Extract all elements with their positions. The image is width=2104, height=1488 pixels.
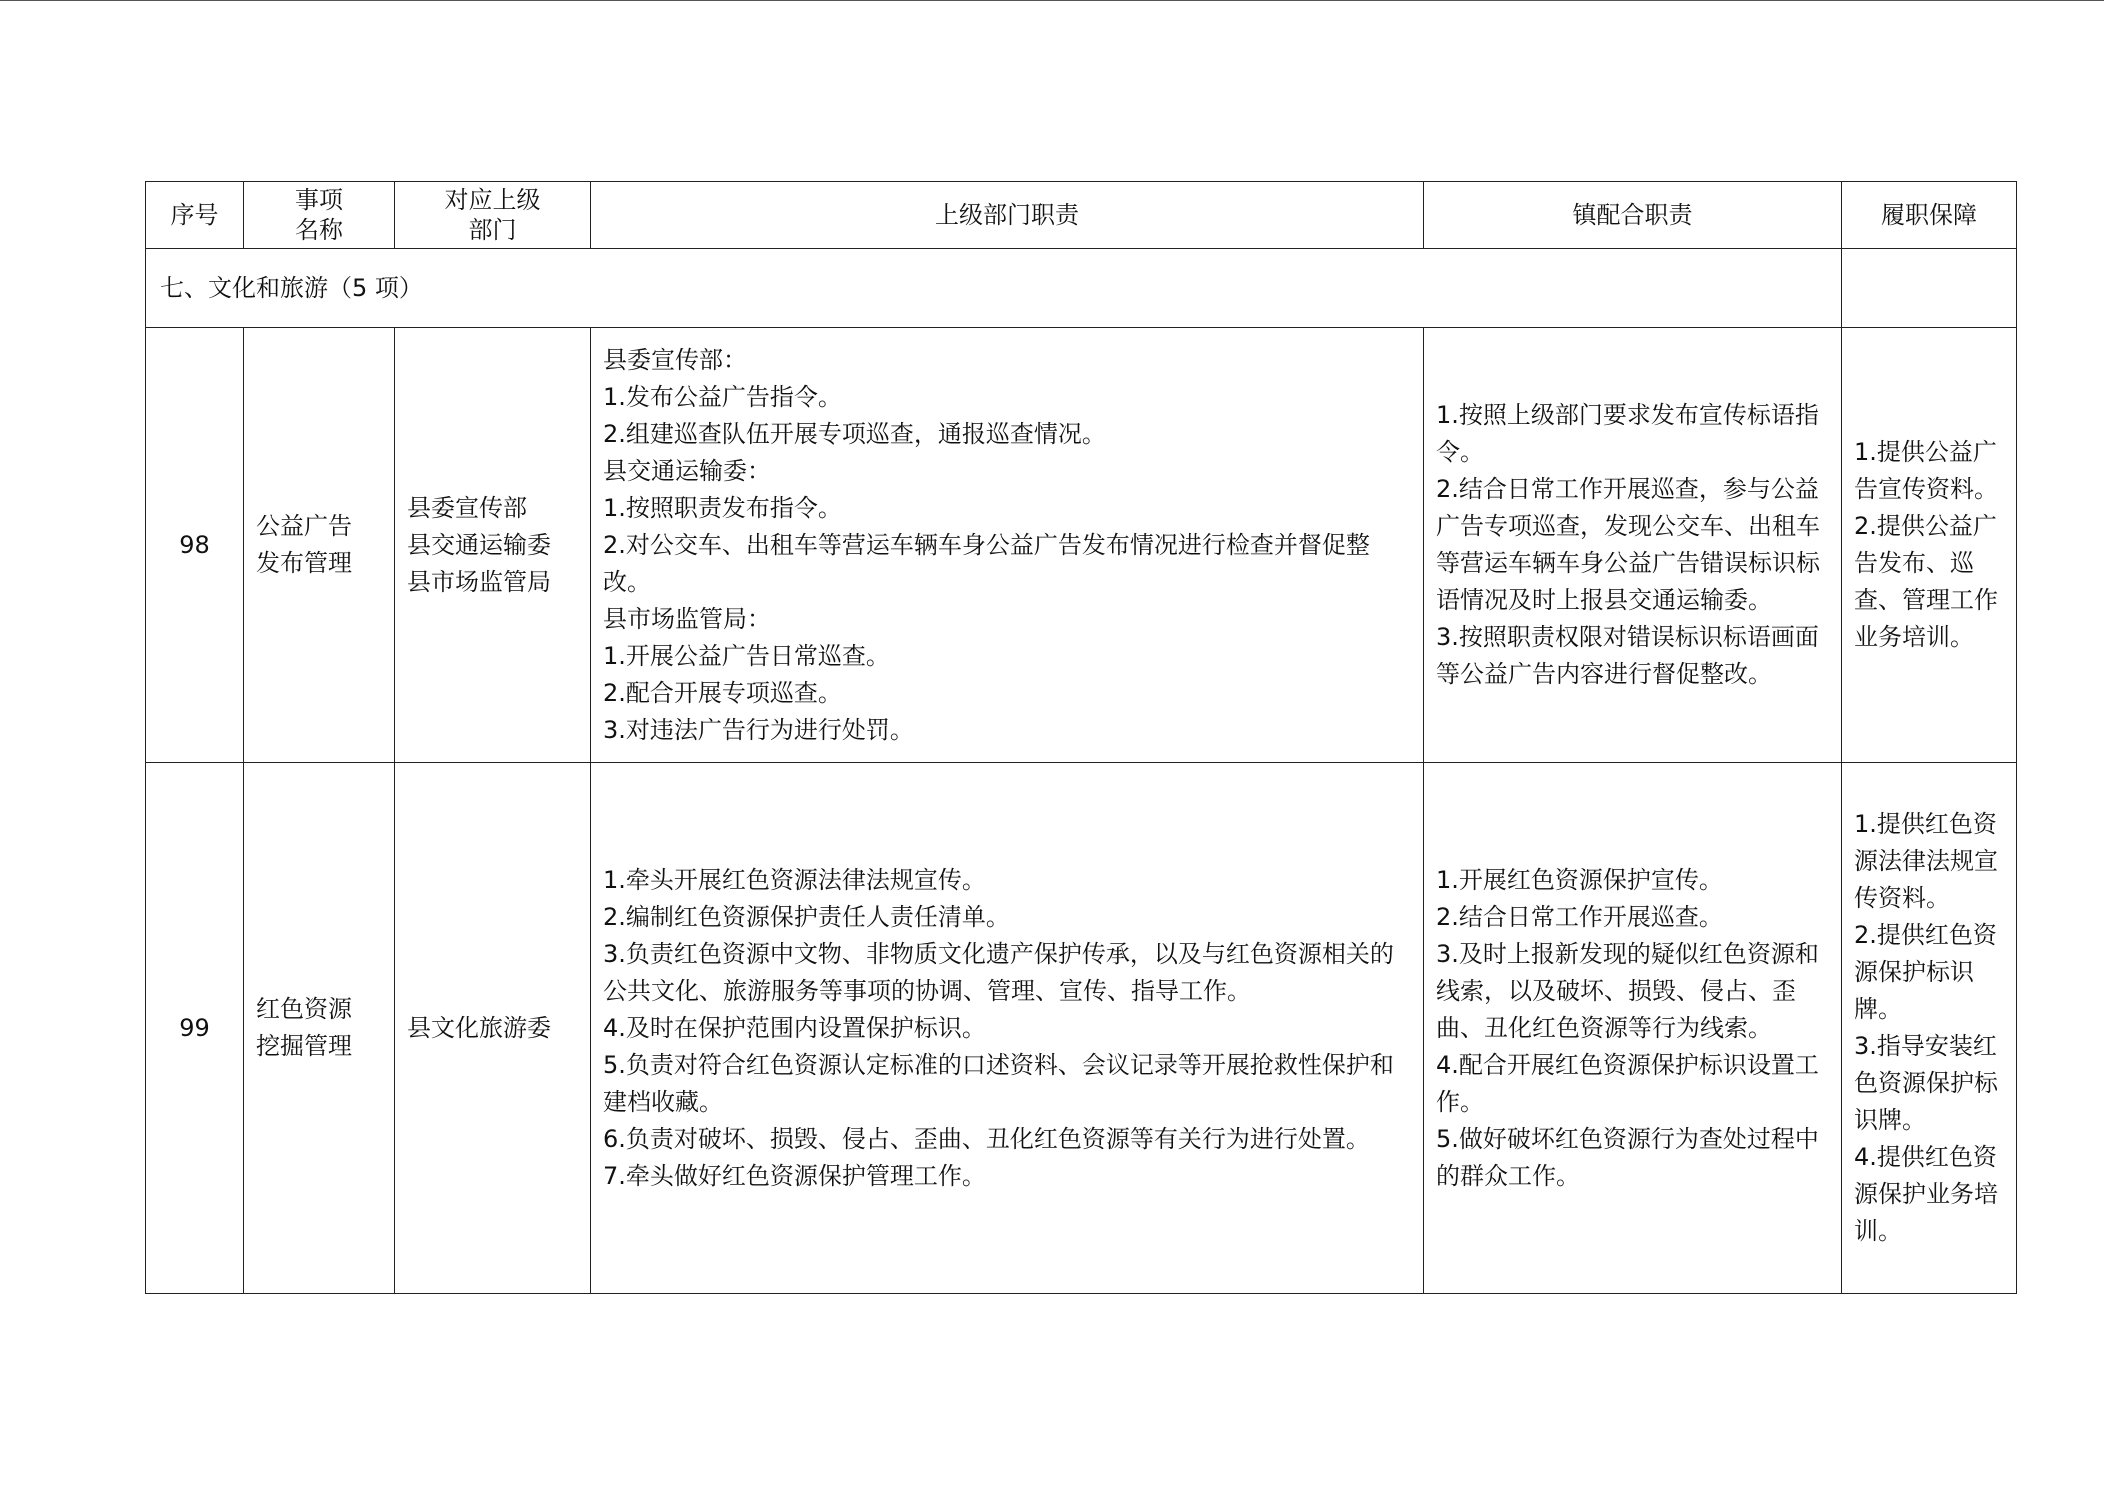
row-item-name: 红色资源 挖掘管理: [244, 763, 395, 1294]
table-row: [146, 328, 2017, 763]
row-seq: 99: [146, 763, 244, 1294]
row-town-duty: 1.按照上级部门要求发布宣传标语指令。 2.结合日常工作开展巡查，参与公益广告专项巡查，发现公交车、出租车等营运车辆车身公益广告错误标识标语情况及时上报县交通运输委。 3.按照职责权限对错误标识标语画面等公益广告内容进行督促整改。: [1424, 328, 1842, 763]
header-upper-dept: 对应上级 部门: [395, 182, 591, 249]
row-upper-duty: 县委宣传部： 1.发布公益广告指令。 2.组建巡查队伍开展专项巡查，通报巡查情况。 县交通运输委： 1.按照职责发布指令。 2.对公交车、出租车等营运车辆车身公益广告发布情况进行检查并督促整改。 县市场监管局： 1.开展公益广告日常巡查。 2.配合开展专项巡查。 3.对违法广告行为进行处罚。: [591, 328, 1424, 763]
row-upper-duty: 1.牵头开展红色资源法律法规宣传。 2.编制红色资源保护责任人责任清单。 3.负责红色资源中文物、非物质文化遗产保护传承，以及与红色资源相关的公共文化、旅游服务等事项的协调、管理、宣传、指导工作。 4.及时在保护范围内设置保护标识。 5.负责对符合红色资源认定标准的口述资料、会议记录等开展抢救性保护和建档收藏。 6.负责对破坏、损毁、侵占、歪曲、丑化红色资源等有关行为进行处置。 7.牵头做好红色资源保护管理工作。: [591, 763, 1424, 1294]
row-seq: 98: [146, 328, 244, 763]
header-town-duty: 镇配合职责: [1424, 182, 1842, 249]
page-top-border: [0, 0, 2104, 1]
row-guarantee: 1.提供公益广告宣传资料。 2.提供公益广告发布、巡查、管理工作业务培训。: [1842, 328, 2017, 763]
section-empty-cell: [1842, 249, 2017, 328]
duty-table: [145, 181, 2017, 1294]
section-row: [146, 249, 2017, 328]
row-upper-dept: 县文化旅游委: [395, 763, 591, 1294]
header-item-name: 事项 名称: [244, 182, 395, 249]
header-guarantee: 履职保障: [1842, 182, 2017, 249]
row-town-duty: 1.开展红色资源保护宣传。 2.结合日常工作开展巡查。 3.及时上报新发现的疑似红色资源和线索，以及破坏、损毁、侵占、歪曲、丑化红色资源等行为线索。 4.配合开展红色资源保护标识设置工作。 5.做好破坏红色资源行为查处过程中的群众工作。: [1424, 763, 1842, 1294]
table-header-row: [146, 182, 2017, 249]
table-row: [146, 763, 2017, 1294]
row-item-name: 公益广告 发布管理: [244, 328, 395, 763]
section-title: 七、文化和旅游（5 项）: [146, 249, 1842, 328]
row-guarantee: 1.提供红色资源法律法规宣传资料。 2.提供红色资源保护标识牌。 3.指导安装红色资源保护标识牌。 4.提供红色资源保护业务培训。: [1842, 763, 2017, 1294]
header-seq: 序号: [146, 182, 244, 249]
row-upper-dept: 县委宣传部 县交通运输委 县市场监管局: [395, 328, 591, 763]
header-upper-duty: 上级部门职责: [591, 182, 1424, 249]
